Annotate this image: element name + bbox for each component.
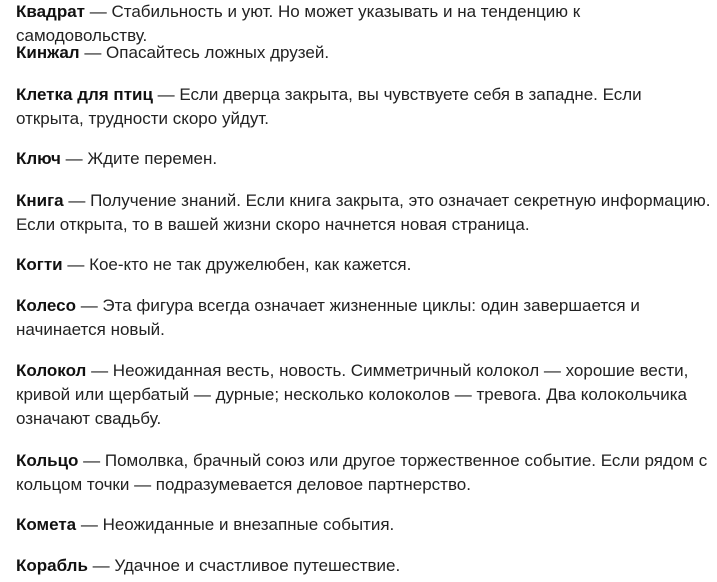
entry-term: Когти: [16, 255, 63, 274]
entry-koleso: [16, 294, 711, 342]
entry-term: Колесо: [16, 296, 76, 315]
entry-definition: — Неожиданная весть, новость. Симметричный колокол — хорошие вести, кривой или щербатый — дурные; несколько колоколов — тревога. Два колокольчика означают свадьбу.: [16, 361, 689, 428]
entry-term: Кинжал: [16, 43, 80, 62]
entry-term: Колокол: [16, 361, 87, 380]
entry-definition: — Неожиданные и внезапные события.: [76, 515, 395, 534]
entry-kogti: [16, 253, 711, 277]
entry-korabl: [16, 554, 711, 578]
entry-kinzhal: [16, 41, 711, 65]
entry-kniga: [16, 189, 711, 237]
entry-definition: — Эта фигура всегда означает жизненные циклы: один завершается и начинается новый.: [16, 296, 640, 339]
entry-term: Ключ: [16, 149, 61, 168]
entry-kletka: [16, 83, 711, 131]
entry-definition: — Кое-кто не так дружелюбен, как кажется.: [62, 255, 412, 274]
entry-term: Корабль: [16, 556, 88, 575]
entry-term: Книга: [16, 191, 64, 210]
entry-definition: — Получение знаний. Если книга закрыта, это означает секретную информацию. Если открыта, то в вашей жизни скоро начнется новая страница.: [16, 191, 711, 234]
entry-definition: — Если дверца закрыта, вы чувствуете себя в западне. Если открыта, трудности скоро уйдут.: [16, 85, 642, 128]
entry-kolokol: [16, 359, 711, 431]
entry-klyuch: [16, 147, 711, 171]
entry-kometa: [16, 513, 711, 537]
entry-definition: — Ждите перемен.: [60, 149, 218, 168]
entry-term: Кольцо: [16, 451, 79, 470]
entry-term: Клетка для птиц: [16, 85, 153, 104]
entry-term: Комета: [16, 515, 77, 534]
entry-koltso: [16, 449, 711, 497]
entry-term: Квадрат: [16, 2, 86, 21]
entry-definition: — Помолвка, брачный союз или другое торжественное событие. Если рядом с кольцом точки — подразумевается деловое партнерство.: [16, 451, 708, 494]
entry-definition: — Удачное и счастливое путешествие.: [87, 556, 401, 575]
entry-definition: — Стабильность и уют. Но может указывать и на тенденцию к самодовольству.: [16, 2, 581, 45]
entry-definition: — Опасайтесь ложных друзей.: [79, 43, 330, 62]
